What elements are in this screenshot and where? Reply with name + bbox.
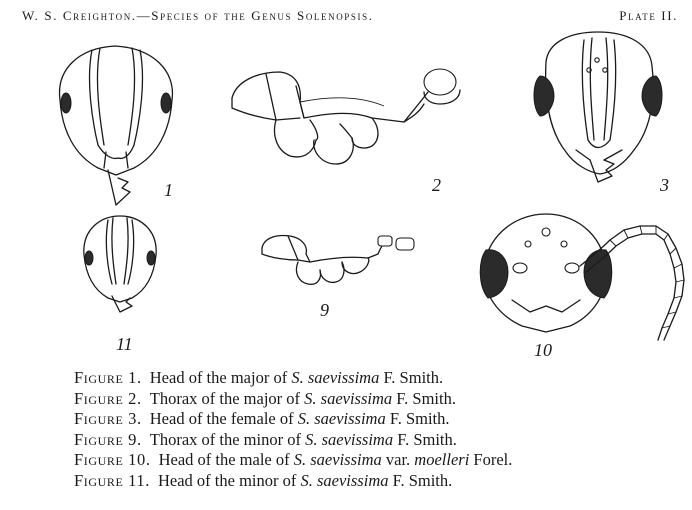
caption-label: Figure 10. [74, 450, 151, 469]
plate-number: Plate II. [619, 8, 678, 23]
figure-10-head-male [480, 214, 684, 340]
caption-label: Figure 9. [74, 429, 142, 449]
figure-11-head-minor [84, 216, 156, 312]
figure-number-3: 3 [660, 175, 669, 195]
header-author-title: W. S. Creighton.—Species of the Genus Solenopsis. [22, 8, 374, 23]
figure-number-1: 1 [164, 180, 173, 200]
caption-label: Figure 3. [74, 409, 142, 428]
figure-2-thorax-major [232, 69, 460, 164]
figure-number-10: 10 [534, 340, 552, 360]
caption-label: Figure 1. [74, 368, 142, 387]
caption-figure-11: Figure 11. Head of the minor of S. saevissima F. Smith. [74, 470, 453, 490]
figure-number-11: 11 [116, 334, 133, 354]
figure-1-head-major [60, 46, 173, 205]
figure-number-9: 9 [320, 300, 329, 320]
caption-figure-3: Figure 3. Head of the female of S. saevissima F. Smith. [74, 409, 450, 428]
caption-label: Figure 2. [74, 388, 142, 408]
figure-number-2: 2 [432, 175, 441, 195]
caption-figure-1: Figure 1. Head of the major of S. saevissima F. Smith. [74, 368, 444, 387]
figure-9-thorax-minor [262, 236, 414, 285]
caption-label: Figure 11. [74, 470, 150, 490]
caption-figure-2: Figure 2. Thorax of the major of S. saevissima F. Smith. [74, 388, 456, 408]
figure-captions [74, 368, 674, 491]
caption-figure-10: Figure 10. Head of the male of S. saevissima var. moelleri Forel. [74, 450, 513, 469]
caption-figure-9: Figure 9. Thorax of the minor of S. saevissima F. Smith. [74, 429, 457, 449]
figure-3-head-female [534, 32, 662, 182]
